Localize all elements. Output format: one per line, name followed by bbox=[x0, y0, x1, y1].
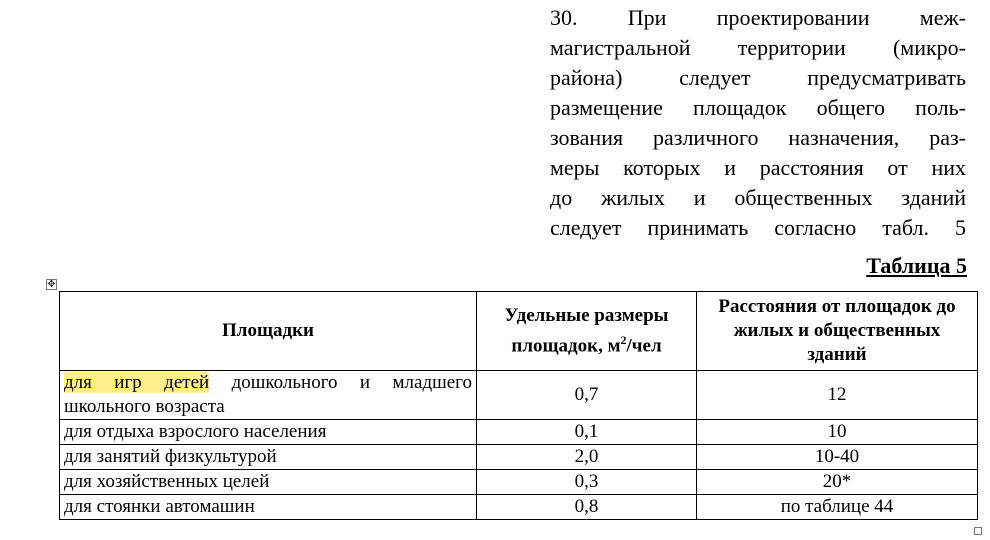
row-name: для занятий физкультурой bbox=[60, 445, 477, 470]
table-row bbox=[60, 420, 978, 445]
paragraph-line: размещение площадок общего поль- bbox=[550, 95, 966, 120]
paragraph-line: зования различного назначения, раз- bbox=[550, 125, 966, 150]
table-move-handle-icon[interactable]: ✥ bbox=[47, 279, 56, 290]
row-name: для хозяйственных целей bbox=[60, 470, 477, 495]
row-name: для стоянки автомашин bbox=[60, 495, 477, 520]
paragraph-line: района) следует предусматривать bbox=[550, 65, 966, 90]
table-row bbox=[60, 495, 978, 520]
row-distance: 20* bbox=[697, 470, 978, 495]
row-distance: по таблице 44 bbox=[697, 495, 978, 520]
header-size-text: Удельные размеры площадок, м bbox=[504, 304, 669, 357]
table-5 bbox=[59, 291, 978, 520]
row-name bbox=[60, 371, 477, 420]
row-size: 0,1 bbox=[477, 420, 697, 445]
row-distance: 10-40 bbox=[697, 445, 978, 470]
table-row bbox=[60, 371, 978, 420]
paragraph-line: меры которых и расстояния от них bbox=[550, 155, 966, 180]
table-row bbox=[60, 445, 978, 470]
paragraph-30 bbox=[550, 3, 966, 243]
row-size: 2,0 bbox=[477, 445, 697, 470]
paragraph-line: магистральной территории (микро- bbox=[550, 35, 966, 60]
table-header-row bbox=[60, 292, 978, 371]
header-size-sup: 2 bbox=[620, 332, 627, 347]
paragraph-line: 30. При проектировании меж- bbox=[550, 5, 966, 30]
row-name: для отдыха взрослого населения bbox=[60, 420, 477, 445]
table-caption: Таблица 5 bbox=[866, 253, 967, 278]
header-size-unit: /чел bbox=[626, 335, 662, 357]
paragraph-line: следует принимать согласно табл. 5 bbox=[550, 215, 966, 240]
row-size: 0,7 bbox=[477, 371, 697, 420]
row-size: 0,8 bbox=[477, 495, 697, 520]
highlighted-text: для игр детей bbox=[64, 372, 210, 393]
table-resize-handle[interactable] bbox=[974, 527, 982, 535]
header-distance: Расстояния от площадок до жилых и общественных зданий bbox=[697, 292, 978, 371]
row-size: 0,3 bbox=[477, 470, 697, 495]
header-areas: Площадки bbox=[60, 292, 477, 371]
paragraph-line: до жилых и общественных зданий bbox=[550, 185, 966, 210]
row-distance: 10 bbox=[697, 420, 978, 445]
row-name-text: дошкольного и младшего школьного возраста bbox=[64, 372, 472, 417]
table-row bbox=[60, 470, 978, 495]
header-specific-size bbox=[477, 292, 697, 371]
row-distance: 12 bbox=[697, 371, 978, 420]
